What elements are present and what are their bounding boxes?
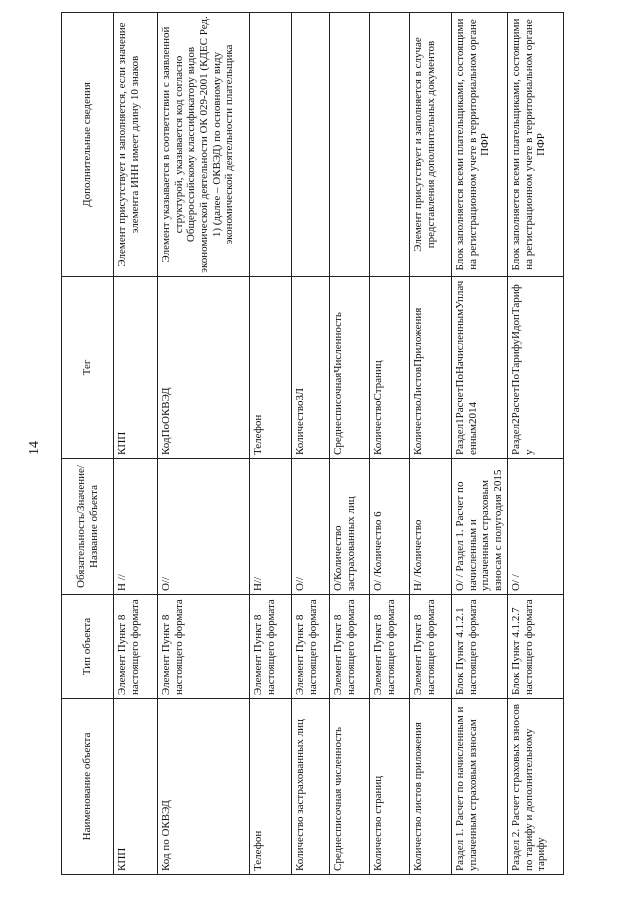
cell-object-type: Элемент Пункт 8 настоящего формата	[158, 595, 250, 699]
cell-tag: Раздел1РасчетПоНачисленнымУплаченным2014	[452, 277, 508, 459]
cell-obligation: Н//	[250, 459, 292, 595]
cell-object-type: Элемент Пункт 8 настоящего формата	[250, 595, 292, 699]
cell-tag: Раздел2РасчетПоТарифуИдопТарифу	[508, 277, 564, 459]
cell-object-type: Элемент Пункт 8 настоящего формата	[370, 595, 410, 699]
cell-object-name: КПП	[114, 699, 158, 875]
table-row	[330, 13, 370, 875]
cell-object-name: Код по ОКВЭД	[158, 699, 250, 875]
cell-object-name: Раздел 2. Расчет страховых взносов по тарифу и дополнительному тарифу	[508, 699, 564, 875]
table-header-row	[62, 13, 114, 875]
cell-object-type: Элемент Пункт 8 настоящего формата	[114, 595, 158, 699]
cell-obligation: О//	[158, 459, 250, 595]
cell-additional-info	[292, 13, 330, 277]
cell-additional-info	[330, 13, 370, 277]
cell-tag: КоличествоЗЛ	[292, 277, 330, 459]
cell-obligation: О/Количество застрахованных лиц	[330, 459, 370, 595]
cell-tag: СреднесписочнаяЧисленность	[330, 277, 370, 459]
objects-table	[61, 12, 564, 875]
cell-object-name: Раздел 1. Расчет по начисленным и уплаченным страховым взносам	[452, 699, 508, 875]
cell-object-type: Элемент Пункт 8 настоящего формата	[292, 595, 330, 699]
cell-object-type: Блок Пункт 4.1.2.1 настоящего формата	[452, 595, 508, 699]
table-row	[508, 13, 564, 875]
rotated-table-container	[61, 13, 548, 875]
header-object-type: Тип объекта	[62, 595, 114, 699]
cell-tag: КоличествоЛистовПриложения	[410, 277, 452, 459]
cell-additional-info	[370, 13, 410, 277]
cell-obligation: Н/ /Количество	[410, 459, 452, 595]
cell-object-type: Элемент Пункт 8 настоящего формата	[330, 595, 370, 699]
cell-object-name: Среднесписочная численность	[330, 699, 370, 875]
table-row	[410, 13, 452, 875]
header-object-name: Наименование объекта	[62, 699, 114, 875]
table-row	[250, 13, 292, 875]
cell-tag: КодПоОКВЭД	[158, 277, 250, 459]
header-tag: Тег	[62, 277, 114, 459]
cell-additional-info: Элемент присутствует и заполняется, если значение элемента ИНН имеет длину 10 знаков	[114, 13, 158, 277]
table-row	[114, 13, 158, 875]
cell-tag: КоличествоСтраниц	[370, 277, 410, 459]
table-row	[292, 13, 330, 875]
cell-obligation: О/ / Раздел 1. Расчет по начисленным и уплаченным страховым взносам с полугодия 2015	[452, 459, 508, 595]
cell-object-name: Количество страниц	[370, 699, 410, 875]
cell-additional-info: Блок заполняется всеми плательщиками, состоящими на регистрационном учете в территориальном органе ПФР	[508, 13, 564, 277]
page-number: 14	[27, 441, 42, 455]
cell-object-name: Количество застрахованных лиц	[292, 699, 330, 875]
cell-obligation: О//	[292, 459, 330, 595]
cell-obligation: Н //	[114, 459, 158, 595]
cell-object-type: Блок Пункт 4.1.2.7 настоящего формата	[508, 595, 564, 699]
table-row	[452, 13, 508, 875]
cell-additional-info: Элемент присутствует и заполняется в случае представления дополнительных документов	[410, 13, 452, 277]
table-row	[158, 13, 250, 875]
cell-obligation: О/ /Количество 6	[370, 459, 410, 595]
header-obligation: Обязательность/Значение/Название объекта	[62, 459, 114, 595]
cell-object-name: Количество листов приложения	[410, 699, 452, 875]
cell-tag: КПП	[114, 277, 158, 459]
cell-additional-info: Элемент указывается в соответствии с заявленной структурой, указывается код согласно Общероссийскому классификатору видов экономической деятельности ОК 029-2001 (КДЕС Ред. 1) (далее – ОКВЭД) по основному виду экономической деятельности плательщика	[158, 13, 250, 277]
cell-additional-info: Блок заполняется всеми плательщиками, состоящими на регистрационном учете в территориальном органе ПФР	[452, 13, 508, 277]
cell-obligation: О/ /	[508, 459, 564, 595]
cell-tag: Телефон	[250, 277, 292, 459]
table-row	[370, 13, 410, 875]
cell-object-name: Телефон	[250, 699, 292, 875]
cell-additional-info	[250, 13, 292, 277]
header-additional-info: Дополнительные сведения	[62, 13, 114, 277]
cell-object-type: Элемент Пункт 8 настоящего формата	[410, 595, 452, 699]
